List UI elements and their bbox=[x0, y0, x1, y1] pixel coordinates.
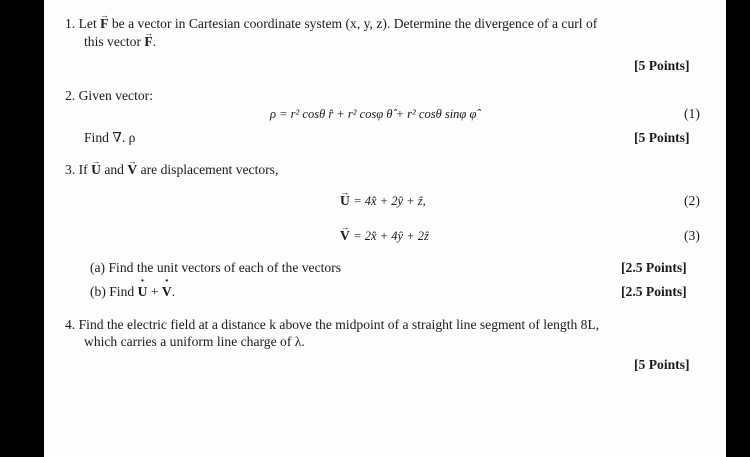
text: . bbox=[171, 284, 176, 299]
question-4-line-1 bbox=[65, 317, 599, 333]
question-number: 2. bbox=[65, 88, 76, 103]
text: and bbox=[104, 162, 124, 177]
question-2-points: [5 Points] bbox=[634, 130, 690, 145]
equation-3 bbox=[340, 228, 429, 244]
question-2-intro bbox=[65, 88, 153, 104]
question-1-line-2 bbox=[84, 34, 156, 50]
text: . bbox=[152, 34, 157, 49]
vector-symbol: · V bbox=[162, 284, 172, 300]
text: be a vector in Cartesian coordinate system (x, y, z). Determine the divergence of a curl of bbox=[111, 16, 598, 31]
equation-2 bbox=[340, 193, 426, 209]
text: this vector bbox=[84, 34, 142, 49]
question-3-part-b bbox=[90, 284, 175, 300]
text: + bbox=[150, 284, 159, 299]
document-page bbox=[44, 0, 726, 457]
vector-symbol: · U bbox=[138, 284, 148, 300]
text: If bbox=[78, 162, 88, 177]
equation-rhs: = 2x̂ + 4ŷ + 2ẑ bbox=[353, 229, 429, 243]
equation-number: (1) bbox=[684, 106, 700, 121]
question-1-points: [5 Points] bbox=[634, 58, 690, 73]
vector-symbol: → U bbox=[340, 193, 350, 209]
question-number: 4. bbox=[65, 317, 76, 332]
vector-symbol: → F bbox=[144, 34, 152, 50]
vector-symbol: → V bbox=[127, 162, 137, 178]
question-4-points: [5 Points] bbox=[634, 357, 690, 372]
question-number: 1. bbox=[65, 16, 76, 31]
text: (b) Find bbox=[90, 284, 135, 299]
text: Let bbox=[78, 16, 97, 31]
question-3-part-a-points: [2.5 Points] bbox=[621, 260, 687, 275]
question-number: 3. bbox=[65, 162, 76, 177]
question-3-part-b-points: [2.5 Points] bbox=[621, 284, 687, 299]
question-3-part-a: (a) Find the unit vectors of each of the vectors bbox=[90, 260, 342, 275]
question-4-line-2: which carries a uniform line charge of λ. bbox=[84, 334, 305, 349]
equation-1: ρ = r² cosθ r̂ + r² cosφ θ̂ + r² cosθ sinφ φ̂ bbox=[270, 107, 477, 121]
text: Find the electric field at a distance k above the midpoint of a straight line segment of length 8L, bbox=[78, 317, 600, 332]
vector-symbol: → F bbox=[100, 16, 108, 32]
vector-symbol: → U bbox=[91, 162, 101, 178]
question-2-find: Find ∇. ρ bbox=[84, 130, 136, 145]
equation-number: (3) bbox=[684, 228, 700, 243]
equation-number: (2) bbox=[684, 193, 700, 208]
text: are displacement vectors, bbox=[140, 162, 279, 177]
question-3-intro bbox=[65, 162, 278, 178]
text: Given vector: bbox=[78, 88, 153, 103]
vector-symbol: → V bbox=[340, 228, 350, 244]
equation-rhs: = 4x̂ + 2ŷ + ẑ, bbox=[353, 194, 426, 208]
